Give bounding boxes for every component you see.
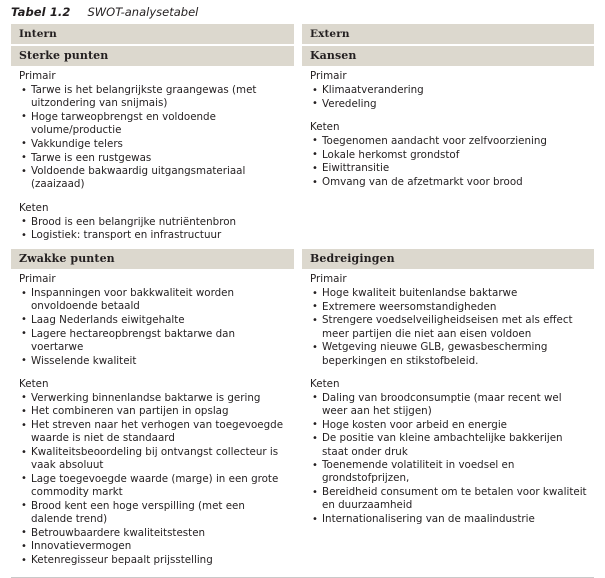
list-item: • Internationalisering van de maalindustrie — [310, 513, 588, 526]
body-cell-kansen — [302, 66, 594, 249]
list-item: • Toenemende volatiliteit in voedsel en grondstofprijzen, — [310, 459, 588, 485]
list-item: • Kwaliteitsbeoordeling bij ontvangst collecteur is vaak absoluut — [19, 446, 288, 472]
list-item: • Hoge tarweopbrengst en voldoende volume/productie — [19, 111, 288, 137]
list-item: • Hoge kwaliteit buitenlandse baktarwe — [310, 287, 588, 300]
list-opportunities-primair — [310, 84, 588, 111]
subsection-label-primair: Primair — [19, 70, 56, 82]
list-item: • Lokale herkomst grondstof — [310, 149, 588, 162]
list-item: • Wetgeving nieuwe GLB, gewasbescherming beperkingen en stikstofbeleid. — [310, 341, 588, 367]
table-row-quadrant-bodies-top — [11, 66, 594, 249]
list-item: • Betrouwbaardere kwaliteitstesten — [19, 527, 288, 540]
body-cell-bedreigingen — [302, 269, 594, 574]
list-item: • Tarwe is het belangrijkste graangewas (met uitzondering van snijmais) — [19, 84, 288, 110]
table-caption-number: Tabel 1.2 — [11, 5, 71, 19]
list-item: • Wisselende kwaliteit — [19, 355, 288, 368]
list-item: • Ketenregisseur bepaalt prijsstelling — [19, 554, 288, 567]
list-item: • Het combineren van partijen in opslag — [19, 405, 288, 418]
list-item: • Hoge kosten voor arbeid en energie — [310, 419, 588, 432]
table-caption — [0, 0, 605, 24]
list-item: • Bereidheid consument om te betalen voor kwaliteit en duurzaamheid — [310, 486, 588, 512]
list-item: • Klimaatverandering — [310, 84, 588, 97]
list-item: • Voldoende bakwaardig uitgangsmateriaal (zaaizaad) — [19, 165, 288, 191]
subsection-label-primair: Primair — [310, 70, 347, 82]
swot-analysis-table — [11, 24, 594, 574]
column-gap — [294, 24, 302, 44]
list-strengths-primair — [19, 84, 288, 192]
table-row-quadrant-headers-top — [11, 46, 594, 66]
list-item: • Lagere hectareopbrengst baktarwe dan voertarwe — [19, 328, 288, 354]
list-item: • Vakkundige telers — [19, 138, 288, 151]
list-weaknesses-keten — [19, 392, 288, 568]
list-item: • Logistiek: transport en infrastructuur — [19, 229, 288, 242]
header-cell-bedreigingen: Bedreigingen — [302, 249, 594, 269]
list-item: • Brood kent een hoge verspilling (met een dalende trend) — [19, 500, 288, 526]
column-gap — [294, 269, 302, 574]
column-gap — [294, 46, 302, 66]
list-item: • Verwerking binnenlandse baktarwe is gering — [19, 392, 288, 405]
list-item: • Daling van broodconsumptie (maar recent wel weer aan het stijgen) — [310, 392, 588, 418]
subsection-label-keten: Keten — [19, 377, 49, 390]
header-cell-intern: Intern — [11, 24, 294, 44]
body-cell-zwakke-punten — [11, 269, 294, 574]
list-item: • Toegenomen aandacht voor zelfvoorziening — [310, 135, 588, 148]
column-gap — [294, 249, 302, 269]
list-strengths-keten — [19, 216, 288, 243]
subsection-label-keten: Keten — [310, 377, 340, 390]
subsection-label-keten: Keten — [19, 201, 49, 214]
column-gap — [294, 66, 302, 249]
list-opportunities-keten — [310, 135, 588, 189]
table-row-quadrant-headers-bottom — [11, 249, 594, 269]
list-item: • Extremere weersomstandigheden — [310, 301, 588, 314]
list-item: • Laag Nederlands eiwitgehalte — [19, 314, 288, 327]
header-cell-sterke-punten: Sterke punten — [11, 46, 294, 66]
list-weaknesses-primair — [19, 287, 288, 368]
list-item: • Lage toegevoegde waarde (marge) in een grote commodity markt — [19, 473, 288, 499]
list-item: • Innovatievermogen — [19, 540, 288, 553]
subsection-label-keten: Keten — [310, 120, 340, 133]
header-cell-zwakke-punten: Zwakke punten — [11, 249, 294, 269]
header-cell-extern: Extern — [302, 24, 594, 44]
list-item: • Brood is een belangrijke nutriëntenbron — [19, 216, 288, 229]
list-threats-primair — [310, 287, 588, 368]
list-item: • Tarwe is een rustgewas — [19, 152, 288, 165]
header-cell-kansen: Kansen — [302, 46, 594, 66]
list-item: • De positie van kleine ambachtelijke bakkerijen staat onder druk — [310, 432, 588, 458]
list-threats-keten — [310, 392, 588, 527]
list-item: • Eiwittransitie — [310, 162, 588, 175]
table-caption-title: SWOT-analysetabel — [87, 5, 199, 19]
list-item: • Het streven naar het verhogen van toegevoegde waarde is niet de standaard — [19, 419, 288, 445]
list-item: • Veredeling — [310, 98, 588, 111]
list-item: • Omvang van de afzetmarkt voor brood — [310, 176, 588, 189]
body-cell-sterke-punten — [11, 66, 294, 249]
subsection-label-primair: Primair — [310, 273, 347, 286]
list-item: • Strengere voedselveiligheidseisen met als effect meer partijen die niet aan eisen voldoen — [310, 314, 588, 340]
subsection-label-primair: Primair — [19, 273, 56, 286]
table-row-quadrant-bodies-bottom — [11, 269, 594, 574]
table-row-axis-headers — [11, 24, 594, 44]
list-item: • Inspanningen voor bakkwaliteit worden onvoldoende betaald — [19, 287, 288, 313]
